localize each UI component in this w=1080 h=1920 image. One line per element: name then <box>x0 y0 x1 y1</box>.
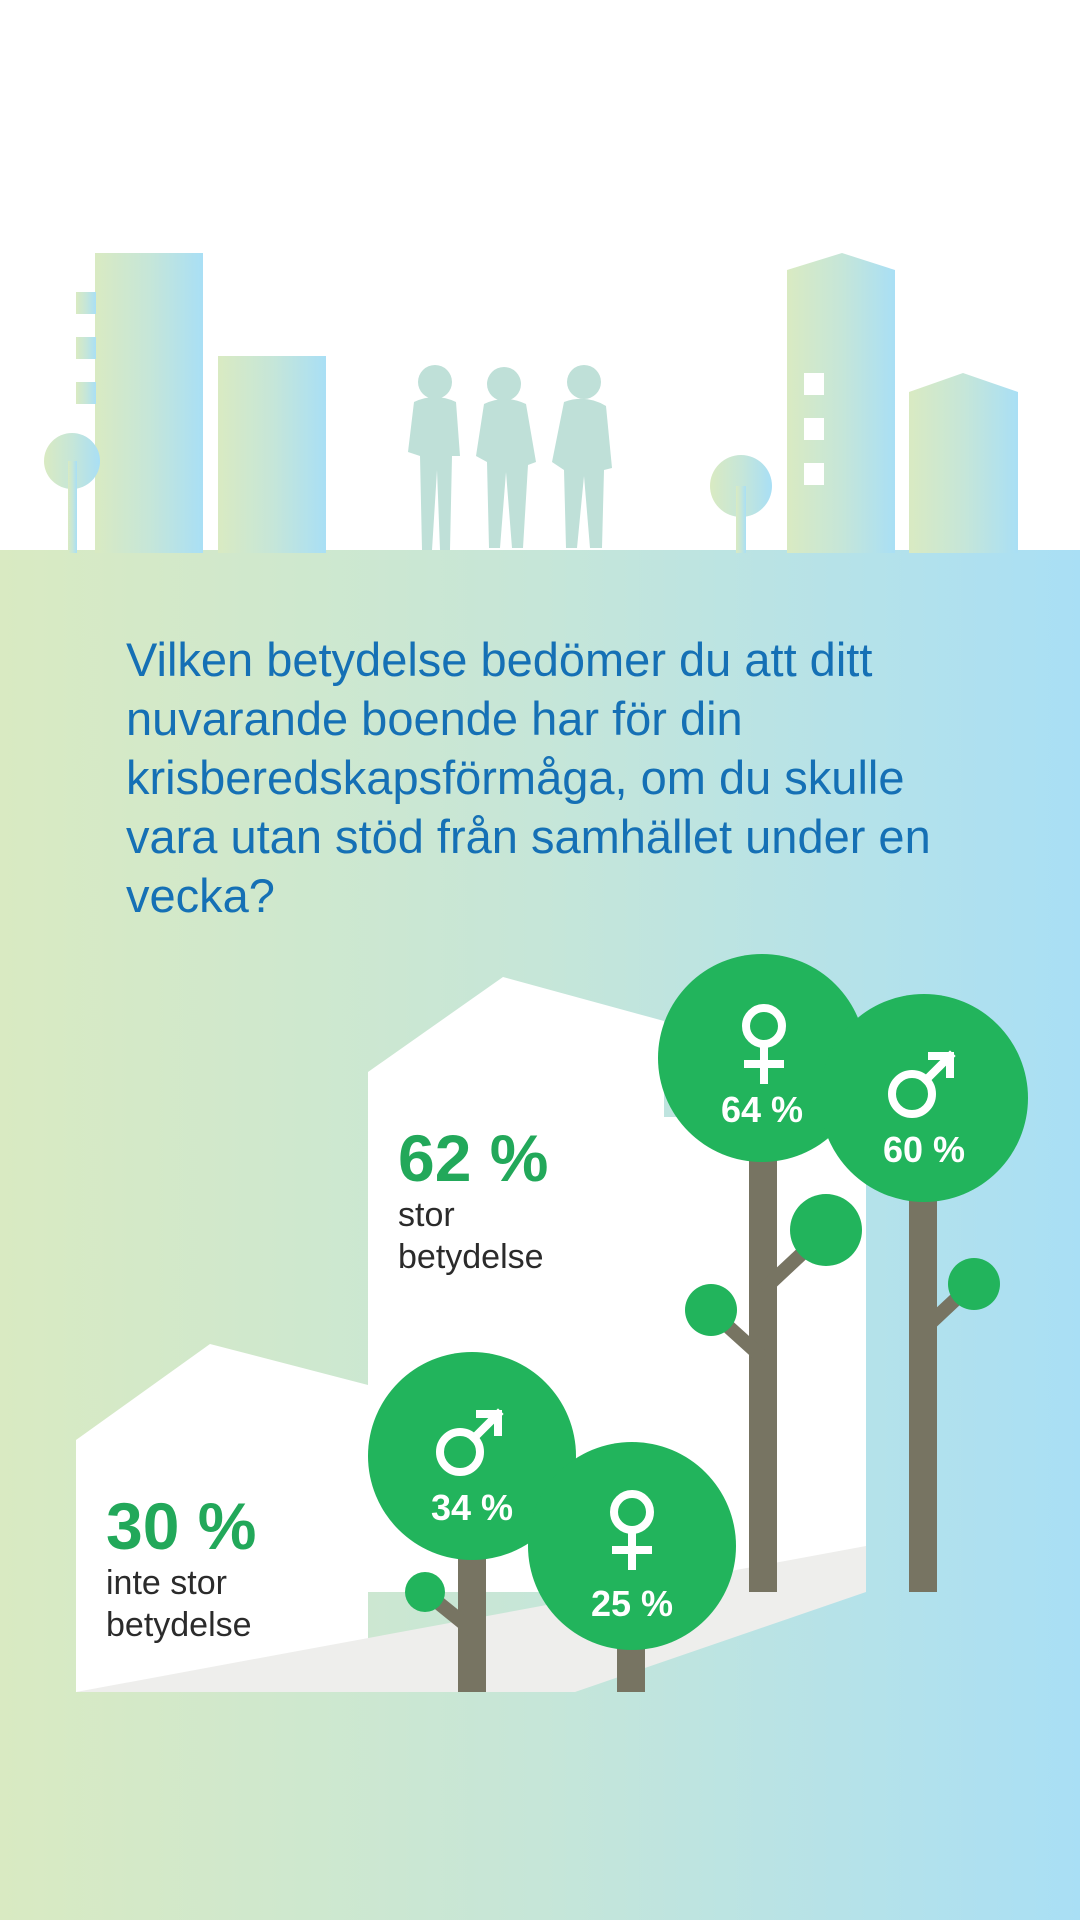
stat-label: stor betydelse <box>398 1196 544 1276</box>
window-marks <box>804 373 824 485</box>
stat-percent: 30 % <box>106 1489 257 1563</box>
stat-label: inte stor betydelse <box>106 1564 252 1644</box>
tree-percent-men-not-large: 34 % <box>430 1487 514 1528</box>
person-3 <box>552 365 612 548</box>
stat-percent: 62 % <box>398 1121 549 1195</box>
survey-question: Vilken betydelse bedömer du att ditt nuvarande boende har för din krisberedskapsförmåga, om du skulle vara utan stöd från samhället under en vecka? <box>126 633 931 922</box>
tree-percent-men-large: 60 % <box>882 1129 966 1170</box>
person-1 <box>408 365 460 550</box>
person-2 <box>476 367 536 548</box>
tree-percent-women-not-large: 25 % <box>590 1583 674 1624</box>
stat-not-large-importance <box>106 1490 306 1646</box>
people-silhouettes <box>408 365 612 550</box>
stat-large-importance <box>398 1122 598 1278</box>
canopy-men-large <box>820 994 1028 1202</box>
tree-percent-women-large: 64 % <box>720 1089 804 1130</box>
